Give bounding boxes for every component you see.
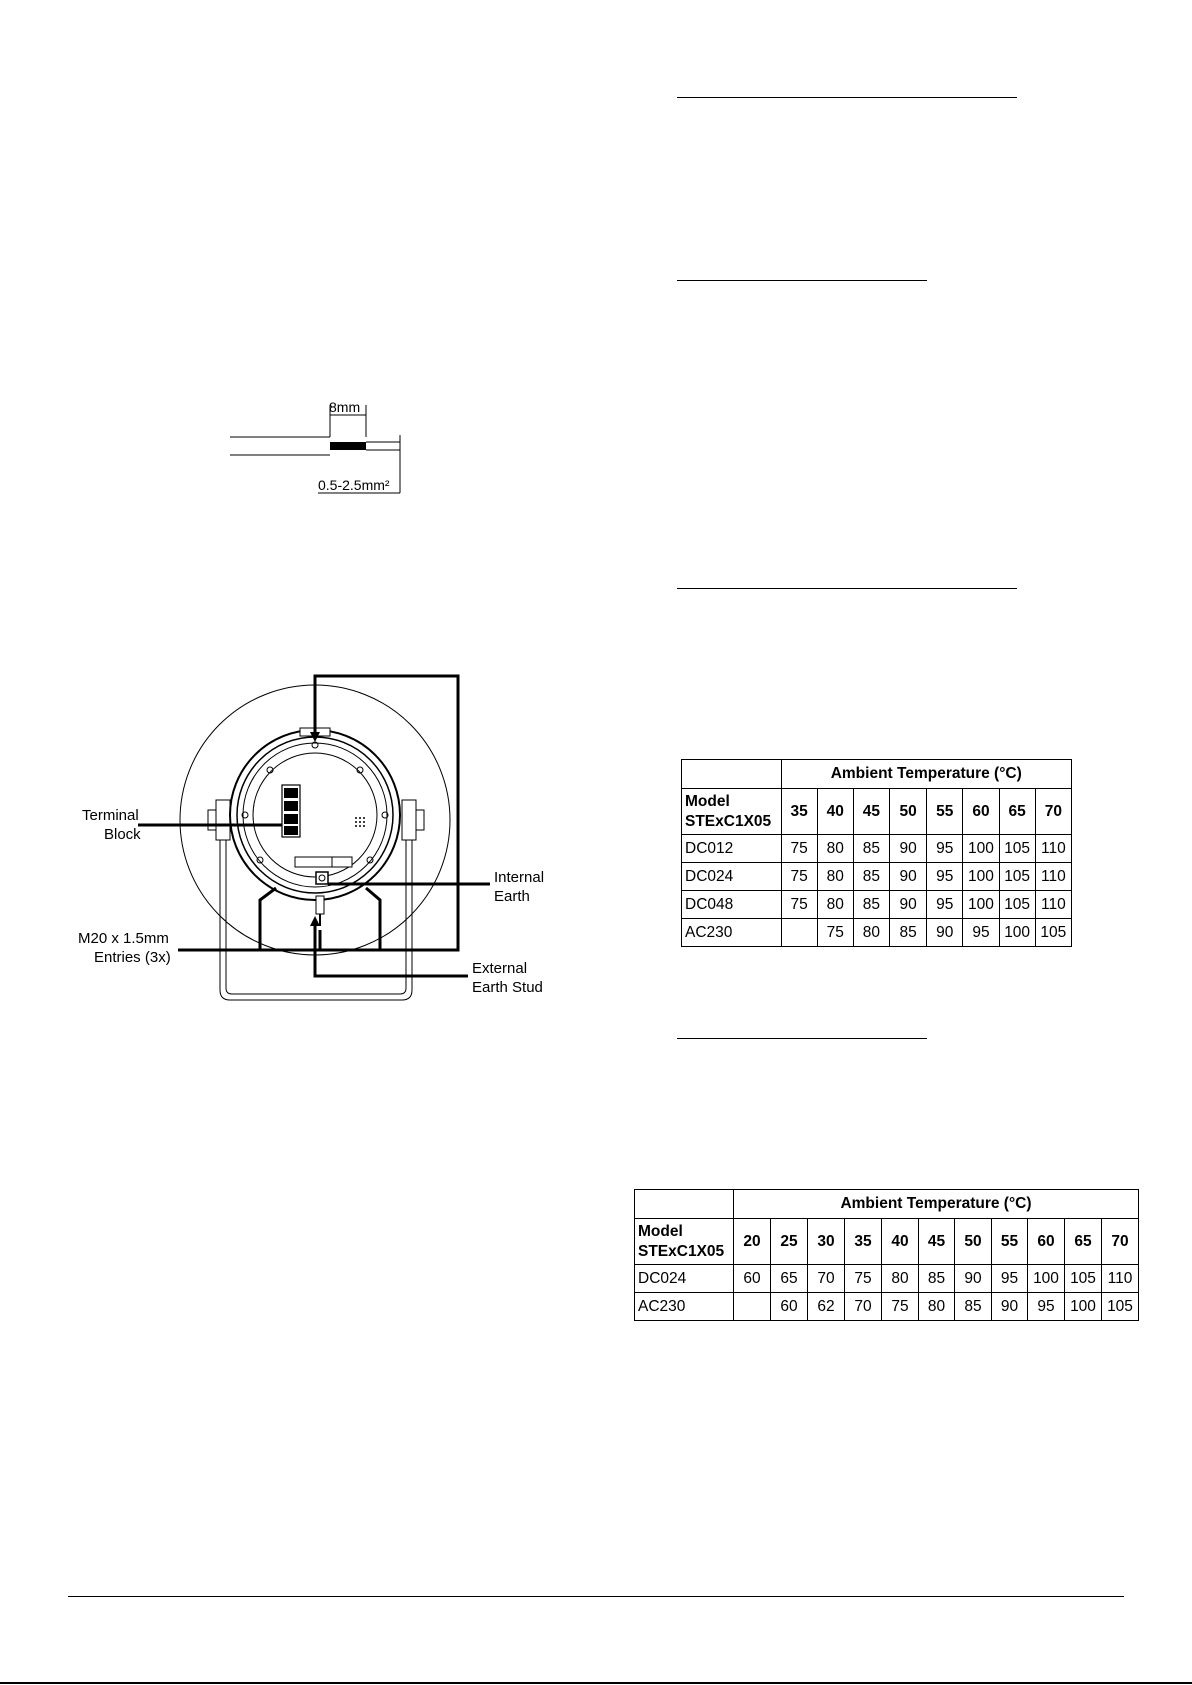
heading-rule-2 <box>677 280 927 281</box>
table2-header-row <box>635 1190 1139 1219</box>
table-cell: 110 <box>1035 835 1071 863</box>
table2-temp-cell: 20 <box>734 1219 771 1265</box>
table-cell: 95 <box>963 919 999 947</box>
table2-temp-cell: 40 <box>882 1219 919 1265</box>
table1-model-name: DC048 <box>682 891 782 919</box>
table-cell: 70 <box>845 1293 882 1321</box>
table1-model-name: DC024 <box>682 863 782 891</box>
table-cell: 90 <box>992 1293 1028 1321</box>
table-cell: 80 <box>919 1293 955 1321</box>
table-cell: 85 <box>955 1293 992 1321</box>
table-row <box>635 1265 1139 1293</box>
table1-temp-cell: 65 <box>999 789 1035 835</box>
table2-temp-cell: 60 <box>1028 1219 1065 1265</box>
terminal-block-label-1: Terminal <box>82 807 139 824</box>
table-cell: 100 <box>1028 1265 1065 1293</box>
table-cell: 100 <box>1065 1293 1102 1321</box>
wire-strip-diagram <box>220 395 420 495</box>
table1-temp-cell: 35 <box>781 789 817 835</box>
table-cell: 85 <box>853 835 889 863</box>
table-cell: 110 <box>1035 863 1071 891</box>
table1-model-name: DC012 <box>682 835 782 863</box>
table2-model-name: AC230 <box>635 1293 734 1321</box>
table1-temp-row <box>682 789 1072 835</box>
table-cell: 75 <box>845 1265 882 1293</box>
table-cell: 100 <box>963 835 999 863</box>
table-cell: 110 <box>1035 891 1071 919</box>
temperature-table-1 <box>681 759 1072 947</box>
table-cell: 80 <box>817 863 853 891</box>
table2-temp-cell: 30 <box>808 1219 845 1265</box>
table-cell: 80 <box>817 891 853 919</box>
table1-model-label: Model STExC1X05 <box>682 789 782 835</box>
entries-label-2: Entries (3x) <box>94 949 171 966</box>
wire-size-label: 0.5-2.5mm² <box>318 477 390 493</box>
internal-earth-label-2: Earth <box>494 888 530 905</box>
table-cell: 90 <box>955 1265 992 1293</box>
table-cell: 105 <box>1102 1293 1139 1321</box>
internal-earth-label-1: Internal <box>494 869 545 886</box>
table-cell: 110 <box>1102 1265 1139 1293</box>
table2-model-label: Model STExC1X05 <box>635 1219 734 1265</box>
table-row <box>682 863 1072 891</box>
table-cell: 60 <box>771 1293 808 1321</box>
table-cell: 75 <box>781 835 817 863</box>
table-cell: 105 <box>1035 919 1071 947</box>
table-cell: 85 <box>890 919 927 947</box>
table2-ambient-header: Ambient Temperature (°C) <box>734 1190 1139 1219</box>
table-cell: 75 <box>781 891 817 919</box>
table-cell: 95 <box>992 1265 1028 1293</box>
table-cell: 90 <box>890 891 927 919</box>
table2-temp-cell: 65 <box>1065 1219 1102 1265</box>
terminal-block-label-2: Block <box>104 826 141 843</box>
table-cell <box>781 919 817 947</box>
table1-temp-cell: 40 <box>817 789 853 835</box>
heading-rule-1 <box>677 97 1017 98</box>
table-cell: 100 <box>999 919 1035 947</box>
heading-rule-3 <box>677 588 1017 589</box>
table-cell: 85 <box>853 891 889 919</box>
table-cell: 75 <box>781 863 817 891</box>
external-earth-label-2: Earth Stud <box>472 979 543 996</box>
table-cell: 62 <box>808 1293 845 1321</box>
table1-header-row <box>682 760 1072 789</box>
table-cell: 95 <box>927 835 963 863</box>
table-cell: 85 <box>919 1265 955 1293</box>
page-bottom-edge <box>0 1682 1192 1684</box>
table2-temp-cell: 55 <box>992 1219 1028 1265</box>
table1-temp-cell: 50 <box>890 789 927 835</box>
table-cell: 95 <box>927 891 963 919</box>
table-cell: 65 <box>771 1265 808 1293</box>
table1-temp-cell: 60 <box>963 789 999 835</box>
table-cell: 105 <box>1065 1265 1102 1293</box>
table-cell: 90 <box>890 863 927 891</box>
table-cell: 80 <box>853 919 889 947</box>
table-cell: 105 <box>999 863 1035 891</box>
external-earth-label-1: External <box>472 960 528 977</box>
table1-ambient-header: Ambient Temperature (°C) <box>781 760 1072 789</box>
table2-corner-cell <box>635 1190 734 1219</box>
footer-rule <box>68 1596 1124 1597</box>
table1-temp-cell: 70 <box>1035 789 1071 835</box>
table-cell: 60 <box>734 1265 771 1293</box>
table-cell: 100 <box>963 863 999 891</box>
table2-temp-cell: 45 <box>919 1219 955 1265</box>
table-row <box>635 1293 1139 1321</box>
table-row <box>682 891 1072 919</box>
entries-label-1: M20 x 1.5mm <box>78 930 169 947</box>
table-cell: 90 <box>927 919 963 947</box>
table2-temp-cell: 70 <box>1102 1219 1139 1265</box>
temperature-table-2 <box>634 1189 1139 1321</box>
table-row <box>682 835 1072 863</box>
heading-rule-4 <box>677 1038 927 1039</box>
table-cell: 80 <box>882 1265 919 1293</box>
table1-model-name: AC230 <box>682 919 782 947</box>
table-cell: 85 <box>853 863 889 891</box>
table-cell: 105 <box>999 835 1035 863</box>
table-cell <box>734 1293 771 1321</box>
strip-length-label: 8mm <box>329 399 361 415</box>
table-cell: 75 <box>817 919 853 947</box>
table2-model-name: DC024 <box>635 1265 734 1293</box>
table1-temp-cell: 45 <box>853 789 889 835</box>
table-cell: 70 <box>808 1265 845 1293</box>
table2-temp-cell: 35 <box>845 1219 882 1265</box>
enclosure-diagram <box>70 660 570 1020</box>
table-cell: 75 <box>882 1293 919 1321</box>
table1-temp-cell: 55 <box>927 789 963 835</box>
table-row <box>682 919 1072 947</box>
table-cell: 80 <box>817 835 853 863</box>
table-cell: 90 <box>890 835 927 863</box>
table-cell: 95 <box>1028 1293 1065 1321</box>
table2-temp-row <box>635 1219 1139 1265</box>
table-cell: 105 <box>999 891 1035 919</box>
table2-temp-cell: 50 <box>955 1219 992 1265</box>
table-cell: 95 <box>927 863 963 891</box>
table1-corner-cell <box>682 760 782 789</box>
table-cell: 100 <box>963 891 999 919</box>
table2-temp-cell: 25 <box>771 1219 808 1265</box>
